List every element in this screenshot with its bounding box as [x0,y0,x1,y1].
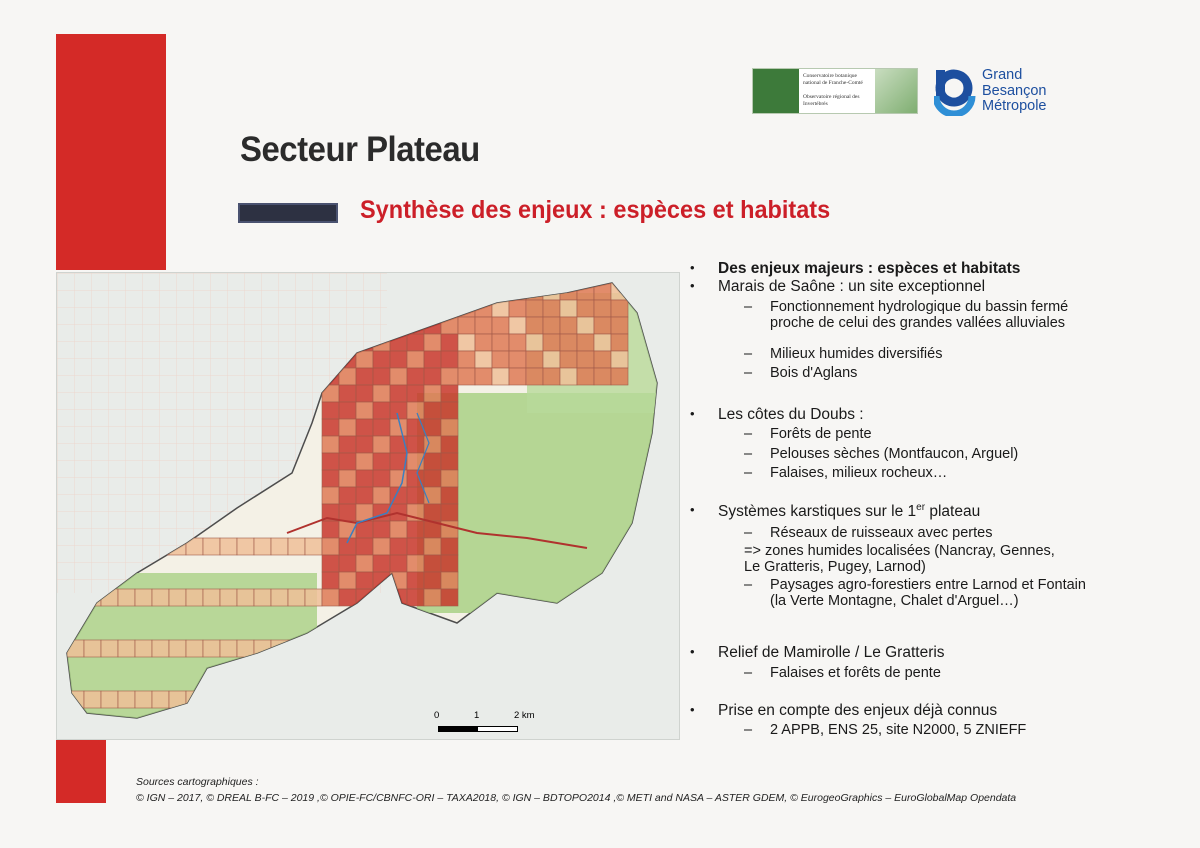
grid-cell [322,470,339,487]
grid-cell [441,487,458,504]
grid-cell [390,385,407,402]
cbn-logo [752,68,918,114]
grid-cell [492,317,509,334]
gbm-line2: Besançon [982,82,1047,99]
grid-cell [543,300,560,317]
grid-cell [356,436,373,453]
grid-cell [118,640,135,657]
grid-cell [441,334,458,351]
grid-cell [424,402,441,419]
grid-cell [339,436,356,453]
grid-cell [356,402,373,419]
grid-cell [441,402,458,419]
scale-label-1: 1 [474,710,480,721]
grid-cell [526,334,543,351]
grid-cell [407,555,424,572]
grid-cell [220,589,237,606]
grid-cell [458,368,475,385]
page-subtitle: Synthèse des enjeux : espèces et habitats [360,196,831,224]
grid-cell [101,640,118,657]
grid-cell [322,436,339,453]
grid-cell [373,419,390,436]
grid-cell [594,334,611,351]
grid-cell [356,538,373,555]
grid-cell [356,368,373,385]
grid-cell [594,300,611,317]
grid-cell [390,555,407,572]
grid-cell [441,368,458,385]
grid-cell [373,368,390,385]
cbn-logo-line2: Observatoire régional des Invertébrés [803,94,860,107]
grid-cell [339,470,356,487]
grid-cell [611,351,628,368]
map-illustration [57,273,680,740]
grid-cell [509,334,526,351]
page-title: Secteur Plateau [240,130,480,169]
grid-cell [339,589,356,606]
grid-cell [543,317,560,334]
grid-cell [84,691,101,708]
grid-cell [407,436,424,453]
grid-cell [543,351,560,368]
cbn-logo-line1: Conservatoire botanique national de Franche-Comté [803,73,863,86]
grid-cell [611,300,628,317]
grid-cell [475,317,492,334]
grid-cell [373,487,390,504]
grid-cell [594,317,611,334]
map-frame [56,272,680,740]
grid-cell [509,351,526,368]
grid-cell [203,538,220,555]
grid-cell [594,368,611,385]
grid-cell [322,487,339,504]
grid-cell [492,351,509,368]
grid-cell [339,419,356,436]
grid-cell [441,470,458,487]
grid-cell [237,640,254,657]
grid-cell [492,368,509,385]
grid-cell [424,555,441,572]
grid-cell [424,470,441,487]
grid-cell [322,453,339,470]
grid-cell [339,385,356,402]
grid-cell [424,453,441,470]
grid-cell [526,368,543,385]
grid-cell [577,317,594,334]
grid-cell [458,351,475,368]
grid-cell [84,640,101,657]
grid-cell [356,487,373,504]
grid-cell [441,572,458,589]
grid-cell [186,640,203,657]
bullet-text: Systèmes karstiques sur le 1er plateau [718,502,981,521]
grid-cell [424,351,441,368]
grid-cell [339,487,356,504]
grid-cell [509,300,526,317]
grid-cell [560,334,577,351]
grid-cell [611,368,628,385]
grid-cell [560,317,577,334]
grid-cell [475,334,492,351]
grid-cell [594,351,611,368]
bullet-text: Relief de Mamirolle / Le Gratteris [718,644,945,661]
grid-cell [237,589,254,606]
grid-cell [458,317,475,334]
cbn-logo-landscape [875,69,917,113]
grid-cell [407,419,424,436]
grid-cell [441,521,458,538]
grid-cell [373,555,390,572]
grid-cell [373,402,390,419]
bullet-text: Prise en compte des enjeux déjà connus [718,702,998,719]
bullet-dot: • [690,278,695,293]
grid-cell [390,538,407,555]
grid-cell [424,419,441,436]
grid-cell [322,555,339,572]
grid-cell [407,572,424,589]
scale-bar [438,726,518,732]
grid-cell [254,589,271,606]
grid-cell [322,419,339,436]
grid-cell [169,640,186,657]
grid-cell [577,368,594,385]
bullet-dot: • [690,260,695,275]
grid-cell [322,402,339,419]
grid-cell [186,589,203,606]
grid-cell [560,300,577,317]
grid-cell [441,436,458,453]
grid-cell [220,640,237,657]
grid-cell [101,691,118,708]
grid-cell [509,368,526,385]
bullet-dot: • [690,406,695,421]
grid-cell [407,368,424,385]
grid-cell [390,368,407,385]
grid-cell [152,589,169,606]
grid-cell [339,555,356,572]
grid-cell [441,589,458,606]
grid-cell [356,555,373,572]
grid-cell [611,317,628,334]
grid-cell [611,334,628,351]
sources-footer [136,774,1016,806]
gbm-line1: Grand [982,67,1023,83]
grid-cell [373,521,390,538]
grid-cell [577,334,594,351]
grid-cell [288,589,305,606]
red-band-top [56,34,166,270]
grid-cell [407,385,424,402]
grid-cell [407,351,424,368]
grid-cell [356,351,373,368]
grid-cell [169,589,186,606]
grand-besancon-b-icon [934,68,976,116]
grid-cell [492,334,509,351]
grid-cell [509,317,526,334]
grid-cell [339,453,356,470]
grid-cell [543,368,560,385]
grid-cell [135,589,152,606]
sources-title: Sources cartographiques : [136,776,259,788]
grid-cell [152,640,169,657]
grid-cell [305,538,322,555]
grid-cell [441,538,458,555]
grid-cell [424,504,441,521]
grid-cell [424,385,441,402]
grid-cell [543,334,560,351]
grid-cell [118,589,135,606]
grid-cell [526,300,543,317]
bullet-text: Des enjeux majeurs : espèces et habitats [718,260,1021,277]
grid-cell [424,589,441,606]
grid-cell [356,419,373,436]
grid-cell [322,538,339,555]
grid-cell [407,402,424,419]
grid-cell [577,300,594,317]
grid-cell [271,538,288,555]
grid-cell [305,589,322,606]
grid-cell [407,538,424,555]
grid-cell [373,538,390,555]
zones-humides-note: => zones humides localisées (Nancray, Gennes, Le Gratteris, Pugey, Larnod) [744,543,1055,575]
grid-cell [441,385,458,402]
bullet-dot: • [690,644,695,659]
subtitle-bar [238,203,338,223]
grid-cell [407,487,424,504]
grid-cell [356,453,373,470]
grid-cell [373,453,390,470]
grid-cell [220,538,237,555]
gbm-line3: Métropole [982,98,1047,114]
grid-cell [441,419,458,436]
bullet-text: Les côtes du Doubs : [718,406,864,423]
grid-cell [475,368,492,385]
grid-cell [356,470,373,487]
grid-cell [339,572,356,589]
grid-cell [424,572,441,589]
cbn-logo-emblem [753,69,799,113]
grid-cell [441,504,458,521]
grid-cell [407,521,424,538]
scale-label-2: 2 km [514,710,535,721]
grid-cell [135,640,152,657]
grid-cell [373,351,390,368]
grid-cell [526,351,543,368]
map-scale [434,710,535,740]
grid-cell [373,470,390,487]
grid-cell [424,538,441,555]
grid-cell [356,572,373,589]
grid-cell [339,402,356,419]
grid-cell [441,453,458,470]
grid-cell [288,538,305,555]
bullet-text: Marais de Saône : un site exceptionnel [718,278,986,295]
grid-cell [441,351,458,368]
grid-cell [118,691,135,708]
grid-cell [271,589,288,606]
bullet-dot: • [690,502,695,517]
grid-cell [424,334,441,351]
grid-cell [152,691,169,708]
grid-cell [560,351,577,368]
grid-cell [373,436,390,453]
grid-cell [560,368,577,385]
grid-cell [458,334,475,351]
grid-cell [254,538,271,555]
grid-cell [203,589,220,606]
grid-cell [356,385,373,402]
sources-text: © IGN – 2017, © DREAL B-FC – 2019 ,© OPIE-FC/CBNFC-ORI – TAXA2018, © IGN – BDTOPO2014 ,© METI and NASA – ASTER GDEM, © EurogeoGraphics – EuroGlobalMap Opendata [136,792,1017,804]
bullet-dot: • [690,702,695,717]
grid-cell [322,572,339,589]
grid-cell [373,385,390,402]
grid-cell [237,538,254,555]
grid-cell [577,351,594,368]
grid-cell [339,504,356,521]
scale-label-0: 0 [434,710,440,721]
grid-cell [390,521,407,538]
grid-cell [441,555,458,572]
grid-cell [135,691,152,708]
grid-cell [203,640,220,657]
grid-cell [407,334,424,351]
red-band-bottom [56,735,106,803]
grid-cell [322,521,339,538]
grid-cell [322,589,339,606]
grid-cell [424,368,441,385]
grid-cell [390,351,407,368]
grid-cell [407,589,424,606]
grid-cell [475,351,492,368]
grid-cell [526,317,543,334]
